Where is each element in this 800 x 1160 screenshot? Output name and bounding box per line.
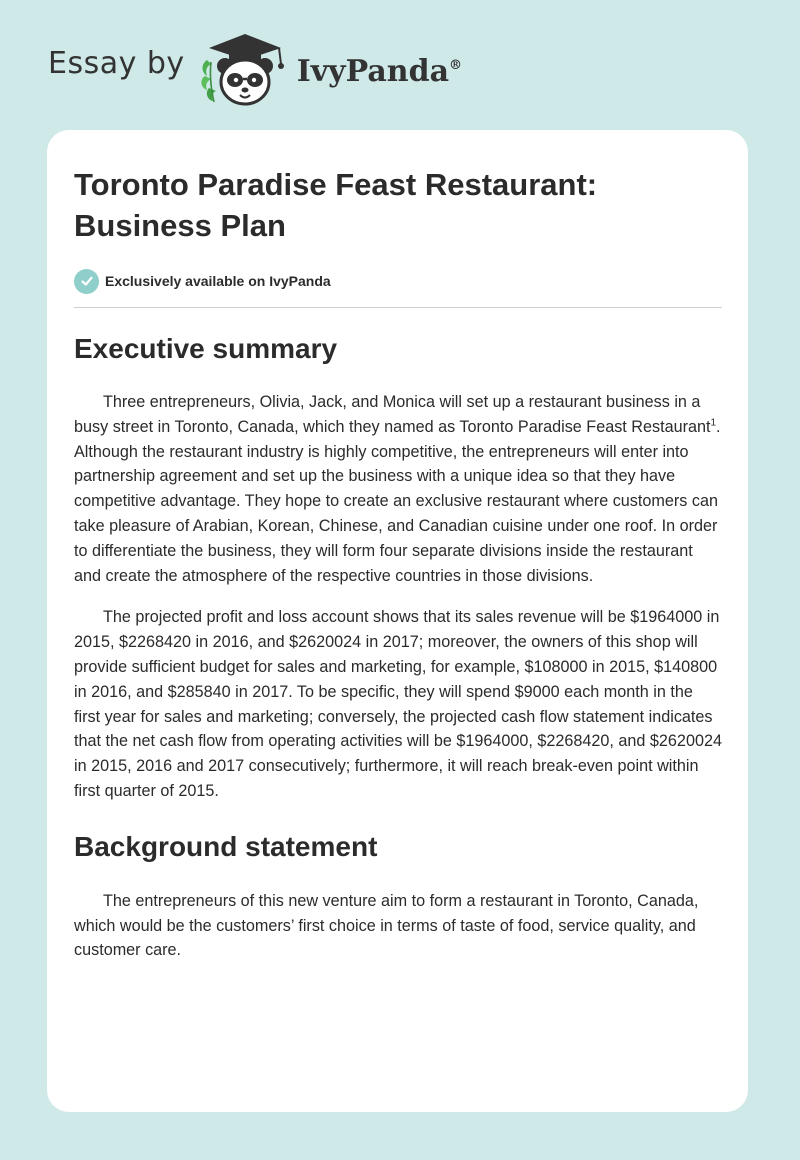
essay-card	[47, 130, 748, 1112]
section-heading-executive-summary: Executive summary	[74, 333, 338, 364]
paragraph: The entrepreneurs of this new venture aim to form a restaurant in Toronto, Canada, which would be the customers’ first choice in terms of taste of food, service quality, and customer care.	[74, 891, 699, 960]
paragraph: Three entrepreneurs, Olivia, Jack, and Monica will set up a restaurant business in a busy street in Toronto, Canada, which they named as Toronto Paradise Feast Restaurant$^1$. Although the restaurant industry is highly competitive, the entrepreneurs will enter into partnership agreement and set up the business with a unique idea so that they have competitive advantage. They hope to create an exclusive restaurant where customers can take pleasure of Arabian, Korean, Chinese, and Canadian cuisine under one roof. In order to differentiate the business, they will form four separate divisions inside the restaurant and create the atmosphere of the respective countries in those divisions.	[74, 393, 721, 585]
registered-mark: ®	[449, 58, 463, 73]
panda-graduate-logo-icon	[195, 30, 291, 110]
site-header	[48, 30, 462, 110]
essay-by-label: Essay by	[48, 46, 185, 81]
divider	[74, 307, 722, 308]
brand-name[interactable]: IvyPanda®	[296, 54, 463, 89]
footnote-reference[interactable]: 1	[710, 417, 717, 429]
essay-content	[74, 164, 722, 963]
page-title: Toronto Paradise Feast Restaurant: Business Plan	[74, 167, 598, 243]
exclusive-badge-label: Exclusively available on IvyPanda	[105, 273, 331, 289]
check-icon	[74, 269, 99, 294]
exclusive-badge	[74, 268, 722, 294]
paragraph: The projected profit and loss account shows that its sales revenue will be $1964000 in 2015, $2268420 in 2016, and $2620024 in 2017; moreover, the owners of this shop will provide sufficient budget for sales and marketing, for example, $108000 in 2015, $140800 in 2016, and $285840 in 2017. To be specific, they will spend $9000 each month in the first year for sales and marketing; conversely, the projected cash flow statement indicates that the net cash flow from operating activities will be $1964000, $2268420, and $2620024 in 2015, 2016 and 2017 consecutively; furthermore, it will reach break-even point within first quarter of 2015.	[74, 608, 722, 800]
section-heading-background-statement: Background statement	[74, 830, 378, 862]
